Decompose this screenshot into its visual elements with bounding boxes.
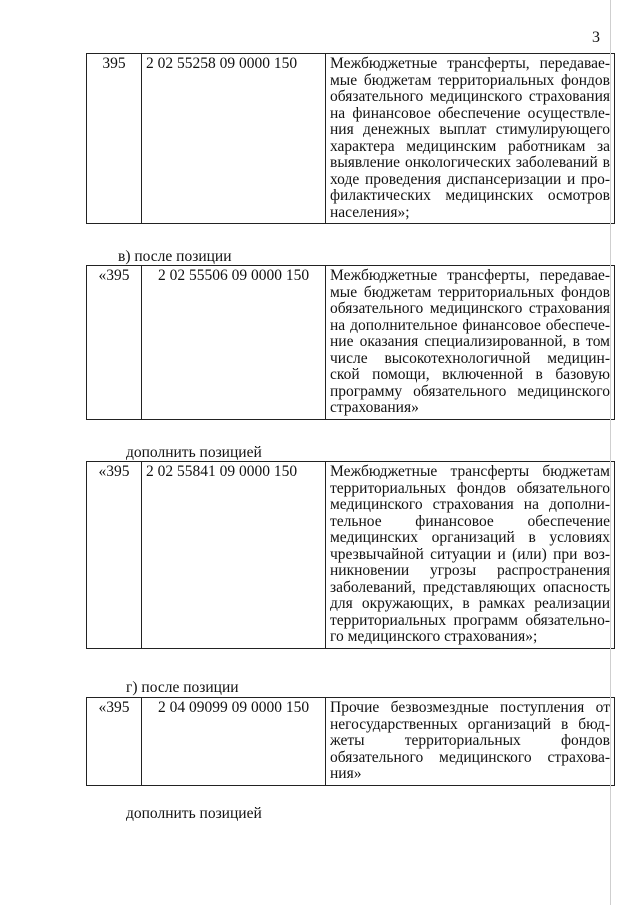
- description-line: территориальных программ обязательно-: [330, 611, 610, 629]
- description-line: ходе проведения диспансеризации и про-: [330, 170, 610, 188]
- description-line: Межбюджетные трансферты, передавае-: [330, 55, 610, 72]
- budget-table-2: [86, 265, 615, 420]
- description-line: населения»;: [330, 203, 410, 221]
- page-edge-shadow: [610, 0, 611, 905]
- description-line: го медицинского страхования»;: [330, 628, 538, 645]
- description-line: филактических медицинских осмотров: [330, 187, 610, 204]
- kbk-code-cell: 2 02 55258 09 0000 150: [142, 54, 326, 224]
- table-row: [87, 698, 615, 786]
- caption-add-position: дополнить позицией: [126, 444, 262, 461]
- description-line: никновении угрозы распространения: [330, 562, 610, 579]
- description-line: мые бюджетам территориальных фондов: [330, 283, 610, 301]
- description-line: Межбюджетные трансферты, передавае-: [330, 267, 610, 284]
- admin-code-cell: «395: [87, 698, 142, 786]
- description-line: выявление онкологических заболеваний в: [330, 154, 610, 171]
- caption-after-position-v: в) после позиции: [118, 248, 232, 265]
- description-line: ния денежных выплат стимулирующего: [330, 121, 610, 138]
- description-line: заболеваний, представляющих опасность: [330, 578, 610, 596]
- description-line: ской помощи, включенной в базовую: [330, 366, 610, 383]
- kbk-code-cell: 2 02 55506 09 0000 150: [142, 266, 326, 420]
- kbk-code-cell: 2 02 55841 09 0000 150: [142, 462, 326, 649]
- description-line: жеты территориальных фондов: [330, 732, 610, 749]
- description-line: характера медицинским работникам за: [330, 137, 610, 155]
- description-line: Прочие безвозмездные поступления от: [330, 699, 610, 716]
- description-line: программу обязательного медицинского: [330, 382, 610, 400]
- description-cell: [326, 266, 615, 420]
- page-number: 3: [592, 29, 600, 46]
- caption-after-position-g: г) после позиции: [126, 679, 239, 696]
- budget-table-4: [86, 697, 615, 786]
- description-line: для окружающих, в рамках реализации: [330, 595, 610, 612]
- table-row: [87, 54, 615, 224]
- description-line: страхования»: [330, 399, 419, 416]
- kbk-code-cell: 2 04 09099 09 0000 150: [142, 698, 326, 786]
- admin-code-cell: 395: [87, 54, 142, 224]
- description-cell: [326, 462, 615, 649]
- budget-table-3: [86, 461, 615, 649]
- description-line: медицинского страхования на дополни-: [330, 496, 610, 513]
- description-line: на финансовое обеспечение осуществле-: [330, 104, 610, 122]
- admin-code-cell: «395: [87, 266, 142, 420]
- description-line: ния»: [330, 765, 362, 782]
- table-row: [87, 266, 615, 420]
- description-line: числе высокотехнологичной медицин-: [330, 349, 610, 367]
- final-caption: дополнить позицией: [126, 805, 262, 822]
- description-line: негосударственных организаций в бюд-: [330, 715, 610, 733]
- description-line: обязательного медицинского страхования: [330, 88, 610, 105]
- description-line: Межбюджетные трансферты бюджетам: [330, 463, 610, 480]
- description-cell: [326, 698, 615, 786]
- table-row: [87, 462, 615, 649]
- description-line: мые бюджетам территориальных фондов: [330, 71, 610, 89]
- description-line: чрезвычайной ситуации и (или) при воз-: [330, 545, 610, 563]
- budget-table-1: [86, 53, 615, 224]
- description-cell: [326, 54, 615, 224]
- description-line: ние оказания специализированной, в том: [330, 333, 610, 350]
- description-line: обязательного медицинского страхования: [330, 300, 610, 317]
- admin-code-cell: «395: [87, 462, 142, 649]
- description-line: тельное финансовое обеспечение: [330, 512, 610, 530]
- description-line: на дополнительное финансовое обеспече-: [330, 316, 610, 334]
- description-line: обязательного медицинского страхова-: [330, 748, 610, 766]
- description-line: территориальных фондов обязательного: [330, 479, 610, 497]
- description-line: медицинских организаций в условиях: [330, 529, 610, 546]
